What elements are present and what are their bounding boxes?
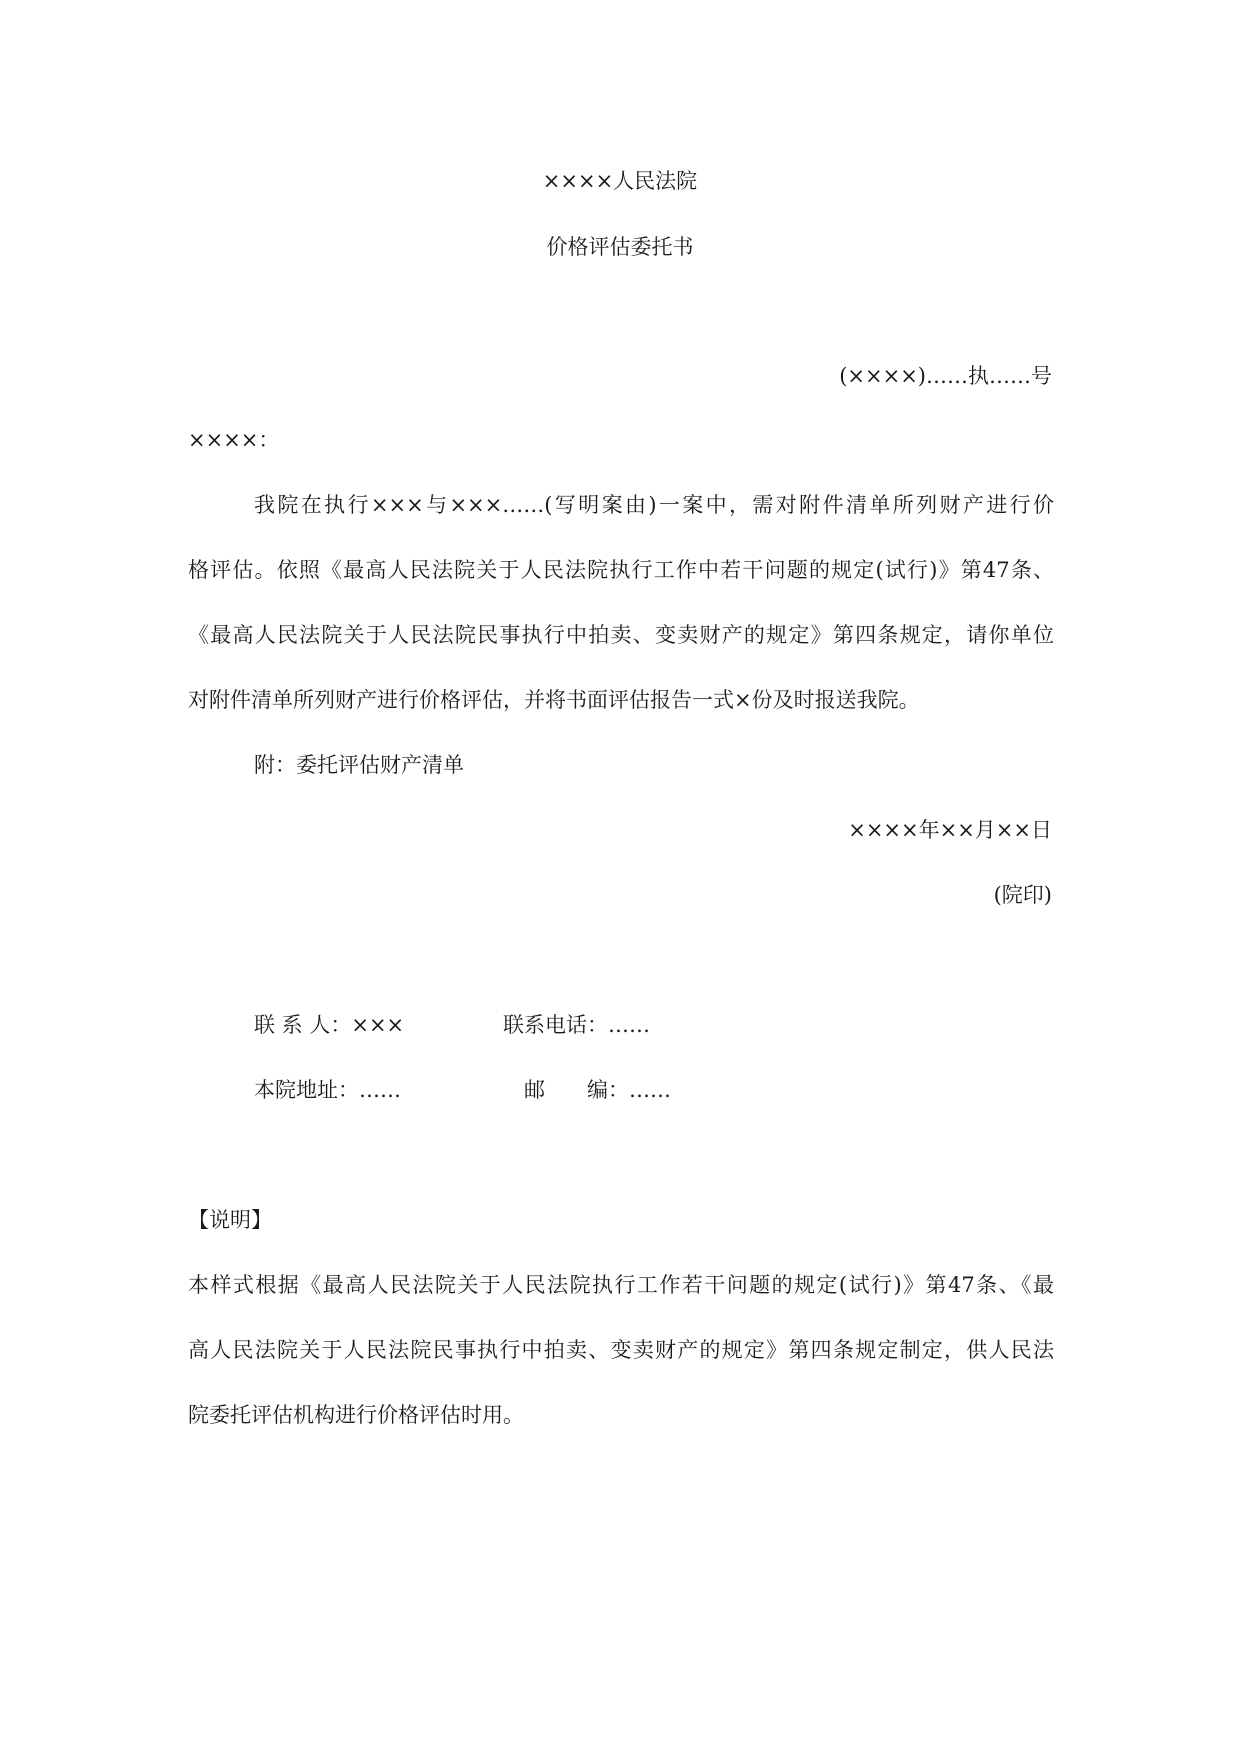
postcode: 邮 编：…… (524, 1078, 671, 1102)
document-title: 价格评估委托书 (546, 235, 694, 259)
addressee: ××××： (188, 428, 280, 452)
body-line-1: 我院在执行×××与×××……(写明案由)一案中，需对附件清单所列财产进行价 (254, 493, 1054, 517)
note-line-2: 高人民法院关于人民法院民事执行中拍卖、变卖财产的规定》第四条规定制定，供人民法 (188, 1338, 1054, 1362)
court-name: ××××人民法院 (542, 169, 698, 193)
body-line-2: 格评估。依照《最高人民法院关于人民法院执行工作中若干问题的规定(试行)》第47条、 (188, 558, 1054, 582)
contact-person: 联 系 人：××× (254, 1013, 405, 1037)
body-line-4: 对附件清单所列财产进行价格评估，并将书面评估报告一式×份及时报送我院。 (188, 688, 920, 712)
note-heading: 【说明】 (188, 1208, 272, 1232)
contact-phone: 联系电话：…… (503, 1013, 650, 1037)
court-address: 本院地址：…… (254, 1078, 401, 1102)
court-seal: (院印) (993, 883, 1052, 907)
issue-date: ××××年××月××日 (848, 818, 1052, 842)
note-line-3: 院委托评估机构进行价格评估时用。 (188, 1403, 524, 1427)
note-line-1: 本样式根据《最高人民法院关于人民法院执行工作若干问题的规定(试行)》第47条、《最 (188, 1273, 1054, 1297)
body-line-3: 《最高人民法院关于人民法院民事执行中拍卖、变卖财产的规定》第四条规定，请你单位 (188, 623, 1054, 647)
attachment-note: 附：委托评估财产清单 (254, 753, 464, 777)
case-number: (××××)……执……号 (839, 364, 1052, 388)
